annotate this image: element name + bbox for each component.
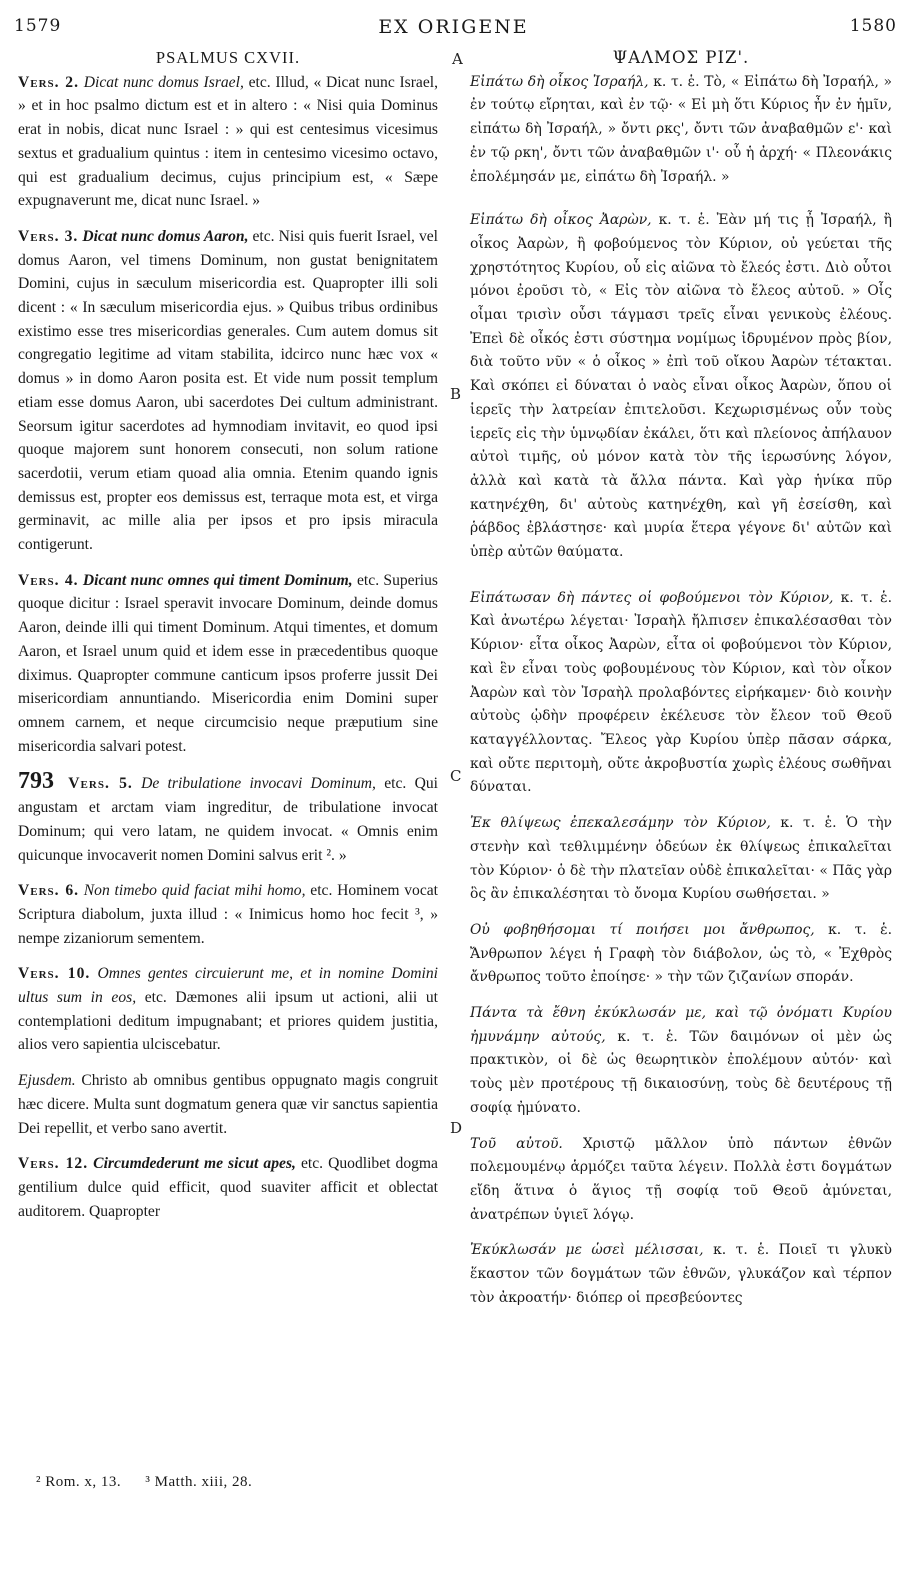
greek-paragraph: [470, 209, 892, 565]
lemma: Circumdederunt me sicut apes,: [93, 1155, 296, 1173]
latin-paragraph: [18, 71, 438, 213]
running-header: [0, 0, 907, 40]
lemma: Dicant nunc omnes qui timent Dominum,: [82, 571, 353, 589]
lemma: Ejusdem.: [18, 1072, 76, 1090]
greek-paragraph: [470, 812, 892, 907]
verse-label: Vers. 2.: [18, 73, 79, 91]
lemma: Πάντα τὰ ἔθνη ἐκύκλωσάν με, καὶ τῷ ὀνόματι Κυρίου ἠμυνάμην αὐτούς,: [470, 1005, 892, 1045]
running-title: EX ORIGENE: [378, 16, 529, 38]
greek-column: [470, 46, 892, 1310]
commentary-text: κ. τ. ἑ. Ποιεῖ τι γλυκὺ ἕκαστον τῶν δογμάτων τῶν ἐθνῶν, γλυκάζον καὶ τέρπον τὸν ἀκροατήν· διόπερ οἱ πρεσβεύοντες: [470, 1242, 892, 1306]
greek-paragraph: [470, 1002, 892, 1121]
verse-label: Vers. 5.: [68, 775, 133, 793]
footnote: ² Rom. x, 13.: [36, 1474, 122, 1490]
migne-column-number: 793: [18, 768, 54, 795]
margin-letter-d: D: [450, 1119, 463, 1137]
commentary-text: κ. τ. ἑ. Ἄνθρωπον λέγει ἡ Γραφὴ τὸν διάβολον, ὡς τὸ, « Ἐχθρὸς ἄνθρωπος τοῦτο ἐποίησε· » τὴν τῶν ζιζανίων σποράν.: [470, 921, 892, 986]
latin-paragraph: [18, 225, 438, 557]
commentary-text: κ. τ. ἑ. Τὸ, « Εἰπάτω δὴ Ἰσραήλ, » ἐν τούτῳ εἴρηται, καὶ ἐν τῷ· « Εἰ μὴ ὅτι Κύριος ἦν ἐν ἡμῖν, εἰπάτω δὴ Ἰσραήλ, » ὄντι ρκς', ὄντι τῶν ἀναβαθμῶν ε'· καὶ ἐν τῷ ρκη', ὄντι τῶν ἀναβαθμῶν ι'· οὗ ἡ ἀρχή· « Πλεονάκις ἐπολέμησάν με, εἰπάτω δὴ Ἰσραήλ. »: [470, 73, 893, 185]
latin-column: [18, 46, 438, 1223]
left-column-number: 1579: [14, 16, 62, 36]
commentary-text: Christo ab omnibus gentibus oppugnato magis congruit hæc dicere. Multa sunt dogmatum genera quæ vir sanctus sapientia Dei repellit, et verbo sano avertit.: [18, 1072, 438, 1137]
greek-paragraph: [470, 1239, 892, 1310]
commentary-text: etc. Qui angustam et arctam viam ingreditur, de tribulatione invocat Dominum; qui vero latam, ne quidem invocat. « Omnis enim quicunque invocaverit nomen Domini salvus erit ². »: [18, 775, 438, 864]
right-column-number: 1580: [849, 16, 897, 36]
margin-letter-a: A: [452, 50, 463, 68]
lemma: Non timebo quid faciat mihi homo,: [83, 882, 306, 900]
lemma: Οὐ φοβηθήσομαι τί ποιήσει μοι ἄνθρωπος,: [470, 921, 815, 938]
commentary-text: etc. Quodlibet dogma gentilium dulce quid efficit, quod suaviter afficit et oblectat auditorem. Quapropter: [18, 1155, 438, 1220]
latin-paragraph: [18, 879, 438, 950]
commentary-text: Χριστῷ μᾶλλον ὑπὸ πάντων ἐθνῶν πολεμουμένῳ ἁρμόζει ταῦτα λέγειν. Πολλὰ ἐστι δογμάτων εἴδη ἅτινα ὁ ἅγιος τῇ σοφίᾳ τοῦ Θεοῦ ἀμύνεται, ἀνατρέπων ὑγιεῖ λόγῳ.: [470, 1135, 892, 1223]
commentary-text: κ. τ. ἑ. Τῶν δαιμόνων οἱ μὲν ὡς πρακτικὸν, οἱ δὲ ὡς θεωρητικὸν ἐπολέμουν αὐτόν· καὶ τοὺς μὲν προτέρους τῇ δικαιοσύνῃ, τοὺς δὲ δευτέρους τῇ σοφίᾳ ἠμύνατο.: [470, 1028, 892, 1116]
commentary-text: etc. Superius quoque dicitur : Israel speravit invocare Dominum, deinde domus Aaron, deinde illi qui timent Dominum. Atqui timentes, et domum Aaron, et Israel unum quid et idem esse in præcedentibus quoque diximus. Quapropter commune canticum ipsos proferre jussit Dei misericordiam annuntiando. Misericordia enim Domini super omnem carnem, et neque circumcisio neque præputium sine misericordia salvari potest.: [18, 571, 438, 755]
lemma: Εἰπάτω δὴ οἶκος Ἀαρὼν,: [470, 212, 652, 229]
verse-label: Vers. 12.: [18, 1155, 89, 1173]
commentary-text: κ. τ. ἑ. Ὁ τὴν στενὴν καὶ τεθλιμμένην ὁδεύων ἐκ θλίψεως ἐπικαλεῖται τὸν Κύριον· ὁ δὲ τὴν πλατεῖαν οὐδὲ ἐπικαλεῖται· « Πᾶς γὰρ ὃς ἂν ἐπικαλέσηται τὸ ὄνομα Κυρίου σωθήσεται. »: [470, 815, 892, 903]
greek-paragraph: [470, 587, 892, 800]
lemma: Τοῦ αὐτοῦ.: [470, 1135, 563, 1152]
greek-paragraph: [470, 71, 892, 190]
commentary-text: etc. Illud, « Dicat nunc Israel, » et in hoc psalmo dictum est et in altero : « Nisi quia Dominus erat in nobis, dicat nunc Israel : » qui est centesimus vicesimus sextus et gradualium quintus : item in centesimo vicesimo octavo, qui est gradualium decimus, cujus principium est, « Sæpe expugnaverunt me, dicat nunc Israel. »: [18, 73, 439, 210]
latin-paragraph: [18, 1152, 438, 1223]
lemma: Ἐκ θλίψεως ἐπεκαλεσάμην τὸν Κύριον,: [470, 815, 771, 832]
latin-paragraph: [18, 1069, 438, 1140]
footnotes: [36, 1474, 272, 1491]
latin-paragraph: [18, 962, 438, 1057]
verse-label: Vers. 6.: [18, 882, 80, 900]
latin-paragraph: [18, 569, 438, 759]
greek-paragraph: [470, 1133, 892, 1228]
verse-label: Vers. 10.: [18, 965, 91, 983]
commentary-text: κ. τ. ἑ. Ἐὰν μή τις ᾖ Ἰσραήλ, ἢ οἶκος Ἀαρὼν, ἢ φοβούμενος τὸν Κύριον, οὐ γεύεται τῆς χρηστότητος Κυρίου, οὗ εἰς αἰῶνα τὸ ἔλεός ἐστι. Διὸ οὗτοι μόνοι ἐροῦσι τὸ, « Εἰς τὸν αἰῶνα τὸ ἔλεος αὐτοῦ. » Οἷς οἶμαι τρισὶν οὖσι τάγμασι τρεῖς εἶναι γενικοὺς ἐλέους. Ἐπεὶ δὲ οἶκός ἐστι σύστημα νομίμως ἱδρυμένον πρὸς βίον, διὰ τοῦτο νῦν « ὁ οἶκος » ἐπὶ τοῦ οἴκου Ἀαρὼν τέτακται. Καὶ σκόπει εἰ δύναται ὁ ναὸς εἶναι οἶκος Ἀαρὼν, ὅπου οἱ ἱερεῖς τὴν λατρείαν ἐπιτελοῦσι. Κεχωρισμένως οὖν τοὺς ἱερεῖς εἰς τὴν ὑμνῳδίαν ἐκάλει, ὅτι καὶ πλείονος ἀπήλαυον αὐτοὶ τιμῆς, οὐ μόνον κατὰ τὸν τῆς ἱερωσύνης λόγον, ἀλλὰ καὶ κατὰ τὰ ἄλλα πάντα. Καὶ γὰρ ἡνίκα πῦρ κατηνέχθη, δι' αὐτοὺς κατηνέχθη, καὶ γῆ ἐσείσθη, καὶ ῥάβδος ἐβλάστησε· καὶ μυρία ἕτερα γέγονε δι' αὐτῶν καὶ ὑπὲρ αὐτῶν θαύματα.: [470, 212, 892, 561]
commentary-text: κ. τ. ἑ. Καὶ ἀνωτέρω λέγεται· Ἰσραὴλ ἤλπισεν ἐπικαλέσασθαι τὸν Κύριον· εἶτα οἶκος Ἀαρὼν, εἶτα οἱ φοβούμενοι τὸν Κύριον, καὶ ἓν εἶναι τοὺς φοβουμένους τὸν Κύριον, καὶ τὸν οἶκον Ἀαρὼν καὶ τὸν Ἰσραὴλ προλαβόντες εἰρήκαμεν· διὸ κοινὴν αὐτοὺς ᾠδὴν προφέρειν ἐκέλευσε τὸν ἔλεον τοῦ Θεοῦ καταγγέλλοντας. Ἔλεος γὰρ Κυρίου ὑπὲρ πᾶσαν σάρκα, καὶ οὔτε περιτομὴ, οὔτε ἀκροβυστία χωρὶς ἐλέους σωθῆναι δύναται.: [470, 589, 892, 796]
lemma: De tribulatione invocavi Dominum,: [141, 775, 376, 793]
lemma: Ἐκύκλωσάν με ὡσεὶ μέλισσαι,: [470, 1242, 704, 1259]
greek-paragraph: [470, 919, 892, 990]
greek-psalm-title: ΨΑΛΜΟΣ ΡΙΖ'.: [612, 48, 750, 67]
lemma: Dicat nunc domus Aaron,: [82, 227, 249, 245]
lemma: Omnes gentes circuierunt me, et in nomine Domini ultus sum in eos,: [18, 965, 438, 1007]
margin-letter-c: C: [450, 767, 462, 785]
commentary-text: etc. Hominem vocat Scriptura diabolum, juxta illud : « Inimicus homo hoc fecit ³, » nempe zizaniorum sementem.: [18, 882, 439, 947]
latin-psalm-title: PSALMUS CXVII.: [155, 48, 301, 67]
commentary-text: etc. Nisi quis fuerit Israel, vel domus Aaron, vel timens Dominum, non gustat benignitatem Domini, cujus in sæculum misericordia est. Quapropter illi soli dicent : « In sæculum misericordia ejus. » Quibus tribus ordinibus existimo esse tres misericordias generales. Cum autem domus sit congregatio legitime ad vitam stabilita, idcirco nunc hæc vox « domus » in domo Aaron posita est. Et vide num possit templum etiam esse domus Aaron, ubi sacerdotes Dei cultum administrant. Seorsum igitur sacerdotes ad hymnodiam invitavit, eo quod ipsi quoque majorem sunt honorem consecuti, non solum ratione sacerdotii, verum etiam quoad alia omnia. Etenim quando ignis demissus est, propter eos demissus est, terraque mota est, et virga germinavit, ac mille alia per ipsos et pro ipsis miracula contigerunt.: [18, 227, 438, 554]
commentary-text: etc. Dæmones alii ipsum ut actioni, alii ut contemplationi deditum impugnabant; et priores quidem justitia, alios vero sapientia ulciscebatur.: [18, 989, 439, 1054]
verse-label: Vers. 3.: [18, 227, 79, 245]
margin-letter-b: B: [450, 385, 462, 403]
lemma: Dicat nunc domus Israel,: [83, 73, 244, 91]
lemma: Εἰπάτω δὴ οἶκος Ἰσραήλ,: [470, 73, 649, 90]
lemma: Εἰπάτωσαν δὴ πάντες οἱ φοβούμενοι τὸν Κύριον,: [470, 589, 834, 606]
verse-label: Vers. 4.: [18, 571, 79, 589]
latin-paragraph: [18, 770, 438, 867]
footnote: ³ Matth. xiii, 28.: [145, 1474, 253, 1490]
